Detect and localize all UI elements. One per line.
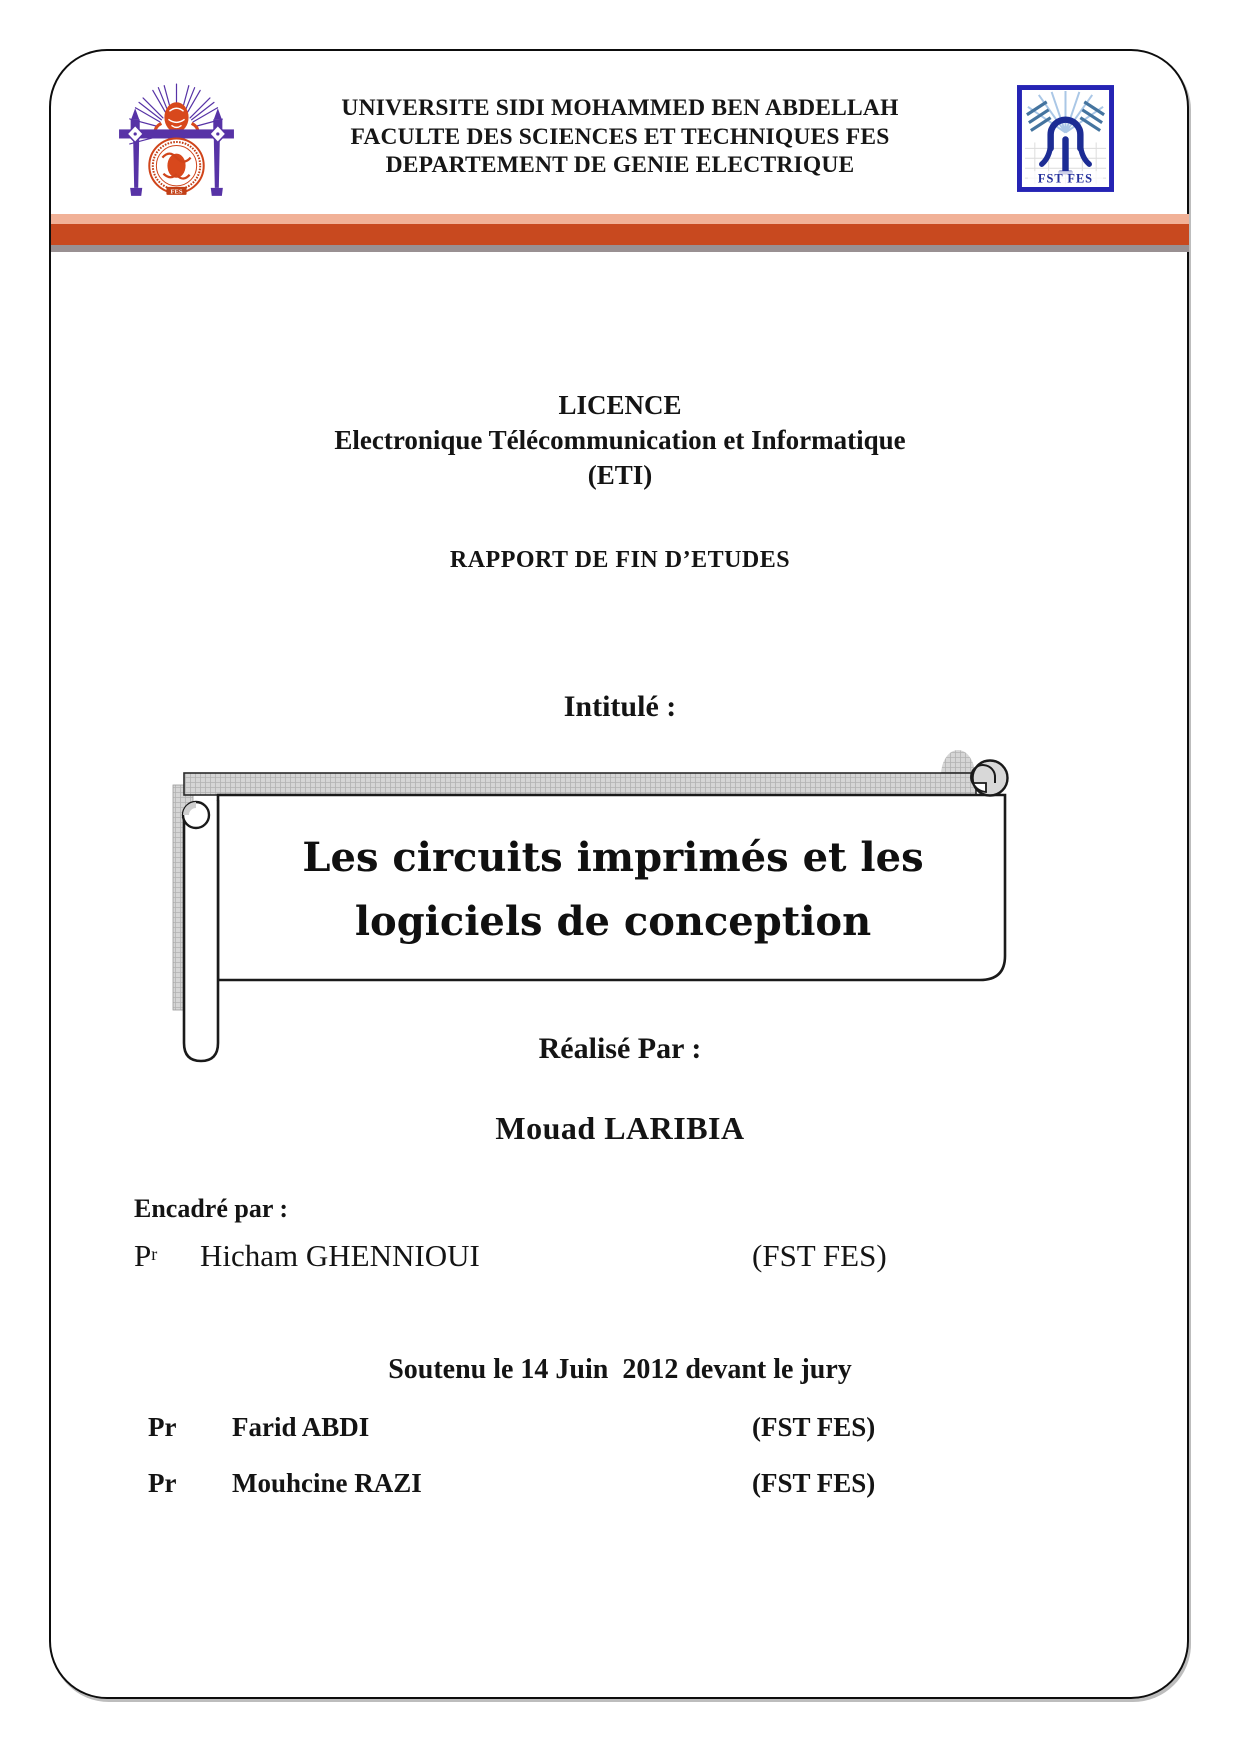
supervisor-row [134, 1238, 1074, 1282]
faculty-name: FACULTE DES SCIENCES ET TECHNIQUES FES [350, 123, 890, 150]
title-label: Intitulé : [563, 690, 677, 723]
divider-gray-stripe [51, 245, 1189, 252]
supervisor-affiliation: (FST FES) [752, 1238, 887, 1273]
jury-member-name: Farid ABDI [232, 1412, 370, 1442]
supervisor-title-text: P [134, 1238, 152, 1273]
degree-block [2, 388, 1238, 493]
supervisor-title [134, 1238, 157, 1274]
emblem-caption: FES [170, 188, 183, 196]
institution-header [225, 94, 1015, 180]
degree-level: LICENCE [558, 390, 682, 420]
usmba-emblem-icon [117, 77, 236, 206]
jury-member-title: Pr [148, 1468, 177, 1498]
report-title [218, 800, 1008, 980]
report-type: RAPPORT DE FIN D’ETUDES [449, 547, 791, 573]
jury-row [148, 1412, 1088, 1452]
divider-salmon-stripe [51, 214, 1189, 224]
report-title-line2: logiciels de conception [354, 898, 872, 945]
defense-line: Soutenu le 14 Juin 2012 devant le jury [388, 1354, 852, 1385]
jury-member-title: Pr [148, 1412, 177, 1442]
author-label: Réalisé Par : [538, 1032, 702, 1065]
degree-program: Electronique Télécommunication et Informatique [334, 425, 906, 455]
department-name: DEPARTEMENT DE GENIE ELECTRIQUE [385, 152, 855, 178]
report-title-line1: Les circuits imprimés et les [302, 834, 924, 881]
supervisor-label: Encadré par : [134, 1194, 289, 1223]
jury-member-affiliation: (FST FES) [752, 1468, 876, 1498]
degree-abbr: (ETI) [587, 460, 653, 490]
supervisor-title-sup: r [151, 1244, 158, 1264]
supervisor-name: Hicham GHENNIOUI [200, 1238, 480, 1273]
jury-member-name: Mouhcine RAZI [232, 1468, 422, 1498]
header-divider [51, 214, 1189, 252]
fst-fes-logo-icon [1017, 85, 1114, 192]
fst-fes-caption: FST FES [1037, 171, 1094, 186]
divider-orange-stripe [51, 224, 1189, 245]
jury-member-affiliation: (FST FES) [752, 1412, 876, 1442]
author-name: Mouad LARIBIA [495, 1110, 745, 1146]
university-name: UNIVERSITE SIDI MOHAMMED BEN ABDELLAH [341, 95, 899, 121]
jury-row [148, 1468, 1088, 1508]
